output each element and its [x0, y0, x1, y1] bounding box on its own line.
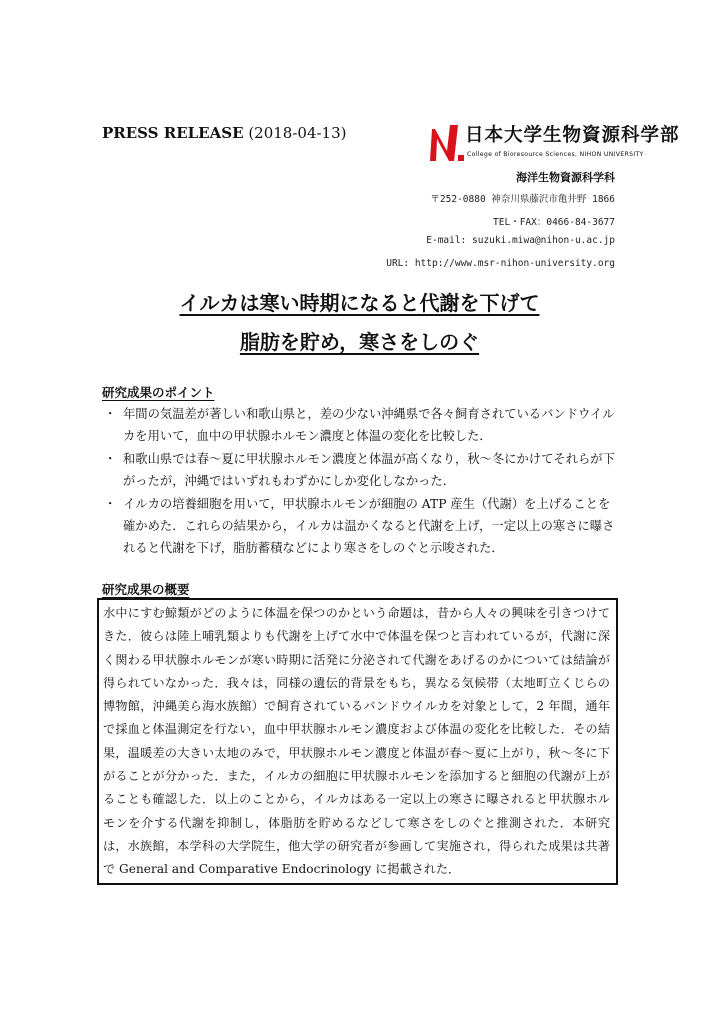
- release-date: (2018-04-13): [248, 124, 347, 142]
- point-text: 年間の気温差が著しい和歌山県と，差の少ない沖縄県で各々飼育されているバンドウイルカを用いて，血中の甲状腺ホルモン濃度と体温の変化を比較した．: [123, 407, 615, 443]
- bullet-mark: ・: [104, 497, 117, 511]
- point-text: 和歌山県では春～夏に甲状腺ホルモン濃度と体温が高くなり，秋～冬にかけてそれらが下がったが，沖縄ではいずれもわずかにしか変化しなかった．: [123, 452, 615, 488]
- headline-line-2-text: 脂肪を貯め，寒さをしのぐ: [239, 330, 480, 354]
- point-text: イルカの培養細胞を用いて，甲状腺ホルモンが細胞の ATP 産生（代謝）を上げることを確かめた．これらの結果から，イルカは温かくなると代謝を上げ，一定以上の寒さに曝されると代謝を下げ，脂肪蓄積などにより寒さをしのぐと示唆された．: [123, 497, 615, 555]
- summary-heading: 研究成果の概要: [102, 582, 190, 597]
- headline-line-1: [0, 287, 719, 316]
- headline-line-2: [0, 326, 719, 355]
- press-release-label: PRESS RELEASE: [102, 124, 244, 142]
- bullet-mark: ・: [104, 407, 117, 421]
- point-item: [102, 493, 622, 559]
- university-name: 日本大学生物資源科学部: [465, 125, 680, 146]
- contact-url: URL: http://www.msr-nihon-university.org: [386, 258, 615, 269]
- university-subtitle: College of Bioresource Sciences, NIHON UNIVERSITY: [467, 151, 644, 158]
- university-logo: [427, 121, 680, 165]
- university-logo-mark-icon: [427, 121, 467, 165]
- point-item: [102, 403, 622, 447]
- tel-fax: TEL・FAX：0466-84-3677: [493, 217, 615, 228]
- contact-email: E-mail: suzuki.miwa@nihon-u.ac.jp: [426, 235, 615, 246]
- summary-box: [97, 598, 618, 885]
- headline-line-1-text: イルカは寒い時期になると代謝を下げて: [179, 291, 540, 315]
- bullet-mark: ・: [104, 452, 117, 466]
- points-list: [102, 403, 622, 560]
- department-name: 海洋生物資源科学科: [516, 171, 615, 184]
- points-heading: 研究成果のポイント: [102, 385, 215, 400]
- press-release-header: [102, 124, 347, 142]
- point-item: [102, 448, 622, 492]
- summary-text: 水中にすむ鯨類がどのように体温を保つのかという命題は，昔から人々の興味を引きつけてきた．彼らは陸上哺乳類よりも代謝を上げて水中で体温を保つと言われているが，代謝に深く関わる甲状腺ホルモンが寒い時期に活発に分泌されて代謝をあげるのかについては結論が得られていなかった．我々は，同様の遺伝的背景をもち，異なる気候帯（太地町立くじらの博物館，沖縄美ら海水族館）で飼育されているバンドウイルカを対象として，2 年間，通年で採血と体温測定を行ない，血中甲状腺ホルモン濃度および体温の変化を比較した．その結果，温暖差の大きい太地のみで，甲状腺ホルモン濃度と体温が春～夏に上がり，秋～冬に下がることが分かった．また，イルカの細胞に甲状腺ホルモンを添加すると細胞の代謝が上がることも確認した．以上のことから，イルカはある一定以上の寒さに曝されると甲状腺ホルモンを介する代謝を抑制し，体脂肪を貯めるなどして寒さをしのぐと推測された．本研究は，水族館，本学科の大学院生，他大学の研究者が参画して実施され，得られた成果は共著で General and Comparative Endocrinology に掲載された．: [103, 606, 610, 877]
- postal-address: 〒252-0880 神奈川県藤沢市亀井野 1866: [430, 194, 615, 205]
